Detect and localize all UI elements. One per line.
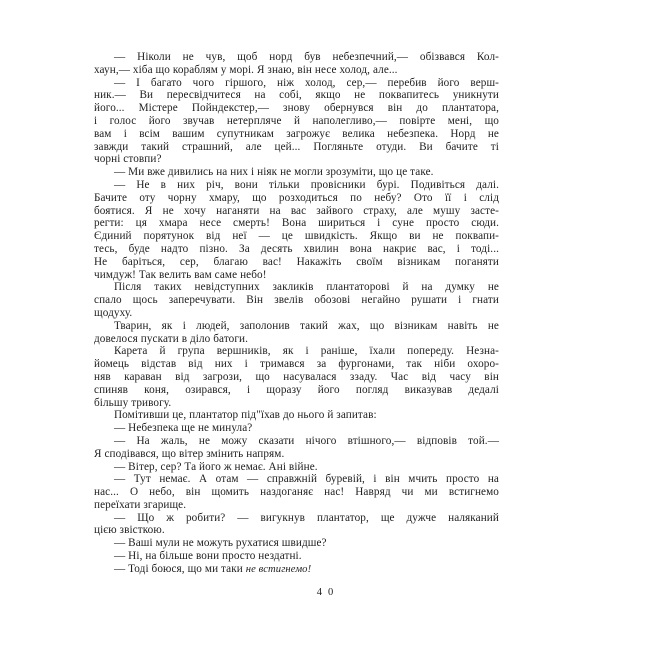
- text-line: Після таких невідступних закликів плантаторові й на думку не: [114, 281, 499, 294]
- text-line: ник.— Ви пересвідчитеся на собі, якщо не поквапитесь уникнути: [94, 89, 499, 102]
- text-line: більшу тривогу.: [94, 396, 172, 409]
- text-line: Єдиний порятунок від неї — це швидкість. Якщо ви не поквапи-: [94, 230, 499, 243]
- text-line: довелося пускати в діло батоги.: [94, 332, 249, 345]
- text-line: — Ні, на більше вони просто нездатні.: [114, 550, 302, 563]
- text-line: — Небезпека ще не минула?: [114, 422, 253, 435]
- text-line-regular: — Тоді боюся, що ми таки: [114, 562, 246, 575]
- text-line: і голос його звучав нетерпляче й наполегливо,— повірте мені, що: [94, 114, 499, 127]
- text-line: — І багато чого гіршого, ніж холод, сер,— перебив його верш-: [114, 76, 499, 89]
- text-line: Помітивши це, плантатор під"їхав до нього й запитав:: [114, 409, 377, 422]
- text-line: — Ваші мули не можуть рухатися швидше?: [114, 537, 327, 550]
- text-line: Не баріться, сер, благаю вас! Накажіть своїм візникам поганяти: [94, 255, 499, 268]
- text-line: — Ми вже дивились на них і ніяк не могли зрозуміти, що це таке.: [114, 166, 434, 179]
- text-line: няв караван від загрози, що насувалася ззаду. Час від часу він: [94, 370, 499, 383]
- text-line: нас... О небо, він щомить наздоганяє нас! Навряд чи ми встигнемо: [94, 486, 499, 499]
- text-line: завжди такий страшний, але цей... Погляньте отуди. Ви бачите ті: [94, 140, 499, 153]
- text-line: Карета й група вершників, як і раніше, їхали попереду. Незна-: [114, 345, 499, 358]
- text-line: [94, 563, 499, 577]
- text-line: Я сподівався, що вітер змінить напрям.: [94, 447, 285, 460]
- text-line: чимдуж! Так велить вам саме небо!: [94, 268, 267, 281]
- text-line: чорні стовпи?: [94, 153, 162, 166]
- text-line: — Тут немає. А отам — справжній буревій, і він мчить просто на: [114, 473, 499, 486]
- text-line: Бачите оту чорну хмару, що розходиться по небу? Ото її і слід: [94, 191, 499, 204]
- text-line: цією звісткою.: [94, 524, 165, 537]
- text-line: — На жаль, не можу сказати нічого втішного,— відповів той.—: [114, 434, 499, 447]
- text-line: вам і всім вашим супутникам загрожує велика небезпека. Норд не: [94, 127, 499, 140]
- text-line-italic: не встигнемо!: [245, 563, 312, 575]
- text-block: [94, 51, 499, 577]
- text-line: переїхати згарище.: [94, 498, 187, 511]
- text-line: спиняв коня, озирався, і щоразу його погляд виказував дедалі: [94, 383, 499, 396]
- text-line: боятися. Я не хочу наганяти на вас зайвого страху, але мушу засте-: [94, 204, 499, 217]
- text-line: щодуху.: [94, 306, 133, 319]
- text-line: тесь, буде надто пізно. За десять хвилин вона накриє вас, і тоді...: [94, 242, 499, 255]
- text-line: його... Містере Пойндекстер,— знову обернувся він до плантатора,: [94, 102, 499, 115]
- page-number: 40: [316, 587, 340, 598]
- text-line: регти: ця хмара несе смерть! Вона шириться і суне просто сюди.: [94, 217, 499, 230]
- text-line: хаун,— хіба що кораблям у морі. Я знаю, він несе холод, але...: [94, 63, 398, 76]
- text-line: — Ніколи не чув, щоб норд був небезпечний,— обізвався Кол-: [114, 51, 499, 63]
- text-line: спало щось заперечувати. Він звелів обозові негайно рушати і гнати: [94, 294, 499, 307]
- text-line: — Не в них річ, вони тільки провісники бурі. Подивіться далі.: [114, 178, 499, 191]
- text-line: йомець відстав від них і тримався за фургонами, так ніби охоро-: [94, 358, 499, 371]
- text-line: — Що ж робити? — вигукнув плантатор, ще дужче наляканий: [114, 511, 499, 524]
- text-line: — Вітер, сер? Та його ж немає. Ані війне.: [114, 460, 318, 473]
- text-line: Тварин, як і людей, заполонив такий жах, що візникам навіть не: [114, 319, 499, 332]
